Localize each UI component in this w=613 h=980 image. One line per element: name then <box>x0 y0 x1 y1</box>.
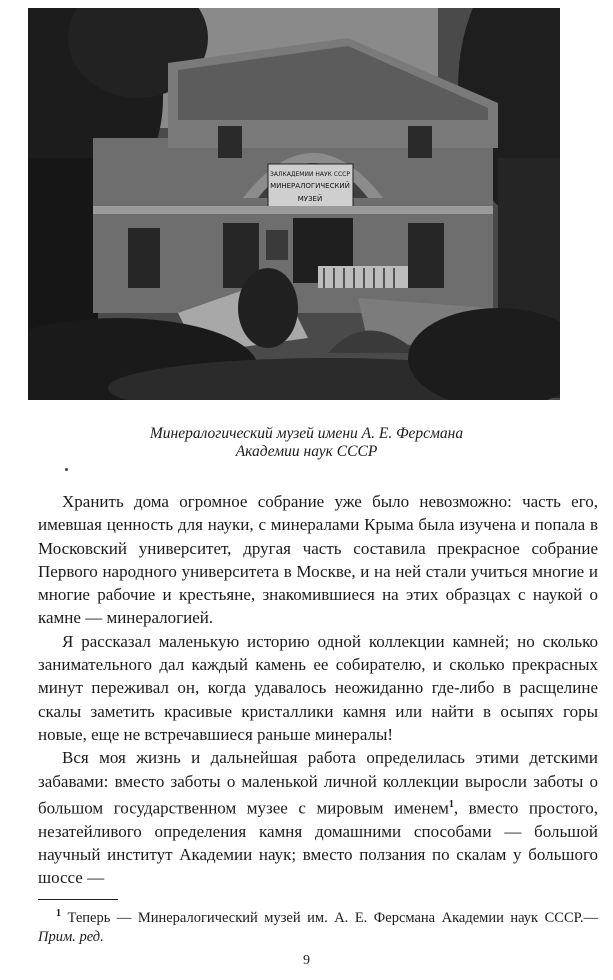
editor-note: Прим. ред. <box>38 928 104 945</box>
footnote-ref: 1 <box>448 798 454 810</box>
paragraph-2: Я рассказал маленькую историю одной коллекции камней; но сколько занимательного дал каждый камень ее собирателю, и сколько прекрасных минут переживал он, когда удавалось неожиданно где-либо в расщелине скалы заметить красивые кристаллики камня или найти в осыпях горы новые, еще не встречавшиеся раньше минералы! <box>38 631 598 744</box>
paragraph-3 <box>38 746 598 889</box>
paragraph-3-start: Вся моя жизнь и дальнейшая работа определилась этими детскими забавами: вместо заботы о маленькой личной коллекции выросли заботы о большом государственном музее с мировым именем <box>38 748 598 818</box>
museum-photo <box>28 8 560 400</box>
sign-line-3: МУЗЕЙ <box>297 195 323 203</box>
paragraph-3-end: , вместо простого, незатейливого определения камня домашними способами — большой научный институт Академии наук; вместо ползания по скалам у большого шоссе — <box>38 798 598 888</box>
footnote-text: Теперь — Минералогический музей им. А. Е. Ферсмана Академии наук СССР.— <box>67 909 599 926</box>
footnote-divider <box>38 899 118 900</box>
body-text <box>38 490 598 890</box>
museum-building-image <box>28 8 560 400</box>
caption-line-2: Академии наук СССР <box>235 443 378 460</box>
paragraph-1: Хранить дома огромное собрание уже было невозможно: часть его, имевшая ценность для науки, с минералами Крыма была изучена и попала в Московский университет, другая часть составила прекрасное собрание Первого народного университета в Москве, и на ней стали учиться многие и многие рабочие и крестьяне, знакомившиеся на этих образцах с наукой о камне — минералогией. <box>38 492 598 628</box>
caption-line-1: Минералогический музей имени А. Е. Ферсмана <box>149 425 464 442</box>
footnote <box>38 904 598 947</box>
print-speck <box>65 468 68 471</box>
sign-line-2: МИНЕРАЛОГИЧЕСКИЙ <box>270 182 350 190</box>
sign-line-1: ЗАЛКАДЕМИИ НАУК СССР <box>270 171 350 178</box>
footnote-number: 1 <box>56 908 61 919</box>
page-number: 9 <box>303 953 310 968</box>
photo-caption <box>0 425 613 461</box>
